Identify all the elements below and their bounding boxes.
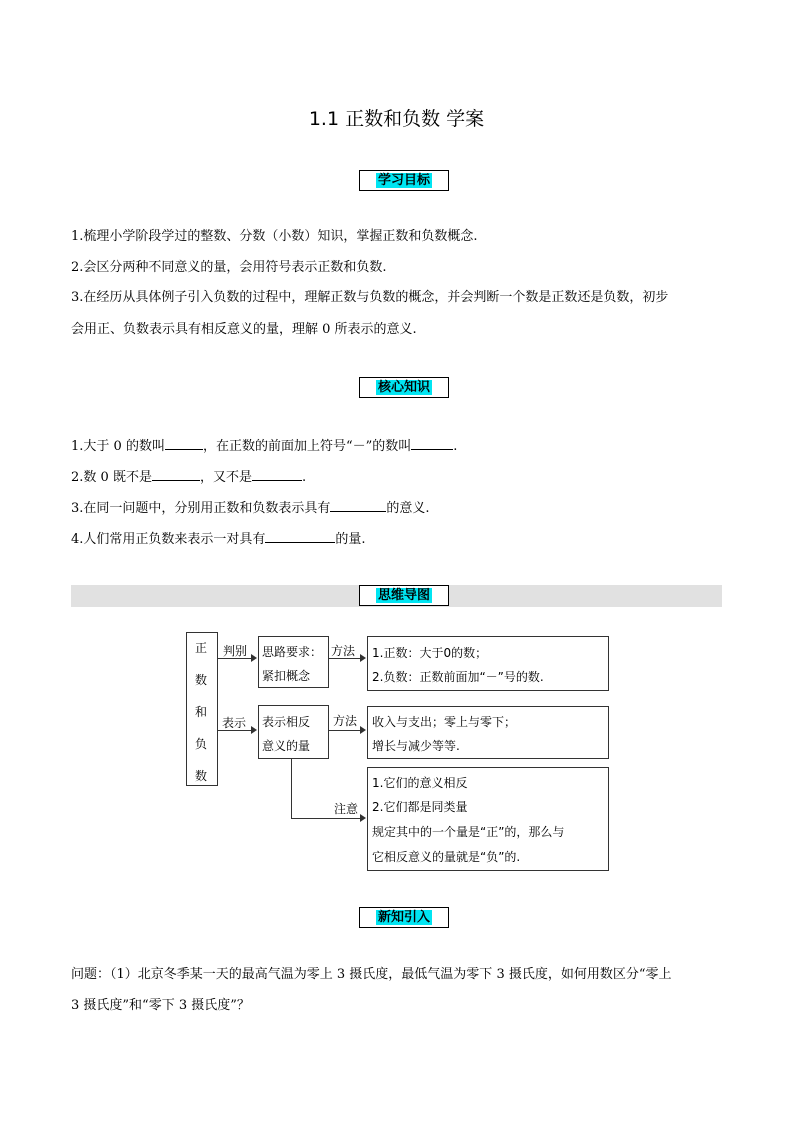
box-definition: [367, 636, 609, 691]
core-item-1: 1.大于 0 的数叫 ，在正数的前面加上符号“－”的数叫 .: [71, 435, 726, 457]
section-header-mindmap: [71, 585, 722, 607]
mindmap-root-box: [186, 632, 218, 786]
arrow-icon: [360, 654, 366, 662]
answer-blank[interactable]: [152, 466, 200, 481]
label-note: 注意: [334, 802, 359, 816]
connector: [328, 730, 360, 731]
arrow-icon: [360, 814, 366, 822]
section-header-intro: [0, 907, 793, 929]
goal-item-1: 1.梳理小学阶段学过的整数、分数（小数）知识，掌握正数和负数概念.: [71, 229, 478, 244]
root-char: 负: [195, 737, 208, 751]
box-text: 紧扣概念: [262, 669, 311, 683]
section-label: 学习目标: [359, 170, 449, 191]
box-examples: [367, 706, 609, 759]
box-notes: [367, 767, 609, 871]
intro-question-line-2: 3 摄氏度”和“零下 3 摄氏度”？: [71, 998, 250, 1013]
label-method-1: 方法: [331, 644, 356, 658]
answer-blank[interactable]: [252, 466, 302, 481]
connector: [291, 818, 360, 819]
box-text: 思路要求：: [262, 645, 323, 659]
box-text: 表示相反: [262, 715, 311, 729]
page-title: 1.1 正数和负数 学案: [308, 108, 485, 130]
goal-item-3: 3.在经历从具体例子引入负数的过程中，理解正数与负数的概念，并会判断一个数是正数还是负数，初步: [71, 290, 669, 305]
section-label: 核心知识: [359, 377, 449, 398]
box-text: 2.它们都是同类量: [372, 800, 468, 814]
box-text: 意义的量: [262, 739, 311, 753]
section-label: 思维导图: [359, 585, 449, 606]
intro-question-line-1: 问题：（1）北京冬季某一天的最高气温为零上 3 摄氏度，最低气温为零下 3 摄氏度，如何用数区分“零上: [71, 967, 672, 982]
root-char: 和: [195, 705, 208, 719]
connector: [217, 730, 251, 731]
core-item-3: 3.在同一问题中，分别用正数和负数表示具有 的意义.: [71, 497, 726, 519]
arrow-icon: [251, 654, 257, 662]
core-item-4: 4.人们常用正负数来表示一对具有 的量.: [71, 528, 726, 550]
answer-blank[interactable]: [265, 528, 335, 543]
box-opposite: [258, 705, 329, 759]
box-text: 1.正数：大于0的数；: [372, 646, 488, 660]
goal-item-2: 2.会区分两种不同意义的量，会用符号表示正数和负数.: [71, 260, 387, 275]
arrow-icon: [360, 726, 366, 734]
arrow-icon: [251, 726, 257, 734]
label-judge: 判别: [223, 644, 248, 658]
root-char: 正: [195, 641, 208, 655]
connector: [328, 658, 360, 659]
section-header-goals: [0, 170, 793, 192]
box-text: 1.它们的意义相反: [372, 776, 468, 790]
label-express: 表示: [222, 716, 247, 730]
core-item-2: 2.数 0 既不是 ，又不是 .: [71, 466, 726, 488]
section-header-core: [0, 377, 793, 399]
section-label: 新知引入: [359, 907, 449, 928]
connector: [217, 658, 251, 659]
box-text: 2.负数：正数前面加“－”号的数.: [372, 670, 544, 684]
connector: [291, 758, 292, 818]
answer-blank[interactable]: [165, 435, 203, 450]
box-think: [258, 636, 329, 688]
answer-blank[interactable]: [330, 497, 386, 512]
goal-item-3-cont: 会用正、负数表示具有相反意义的量，理解 0 所表示的意义.: [71, 322, 417, 337]
box-text: 它相反意义的量就是“负”的.: [372, 850, 521, 864]
root-char: 数: [195, 769, 208, 783]
label-method-2: 方法: [333, 714, 358, 728]
root-char: 数: [195, 673, 208, 687]
box-text: 增长与减少等等.: [372, 739, 460, 753]
answer-blank[interactable]: [411, 435, 453, 450]
box-text: 规定其中的一个量是“正”的，那么与: [372, 825, 565, 839]
box-text: 收入与支出；零上与零下；: [372, 715, 517, 729]
